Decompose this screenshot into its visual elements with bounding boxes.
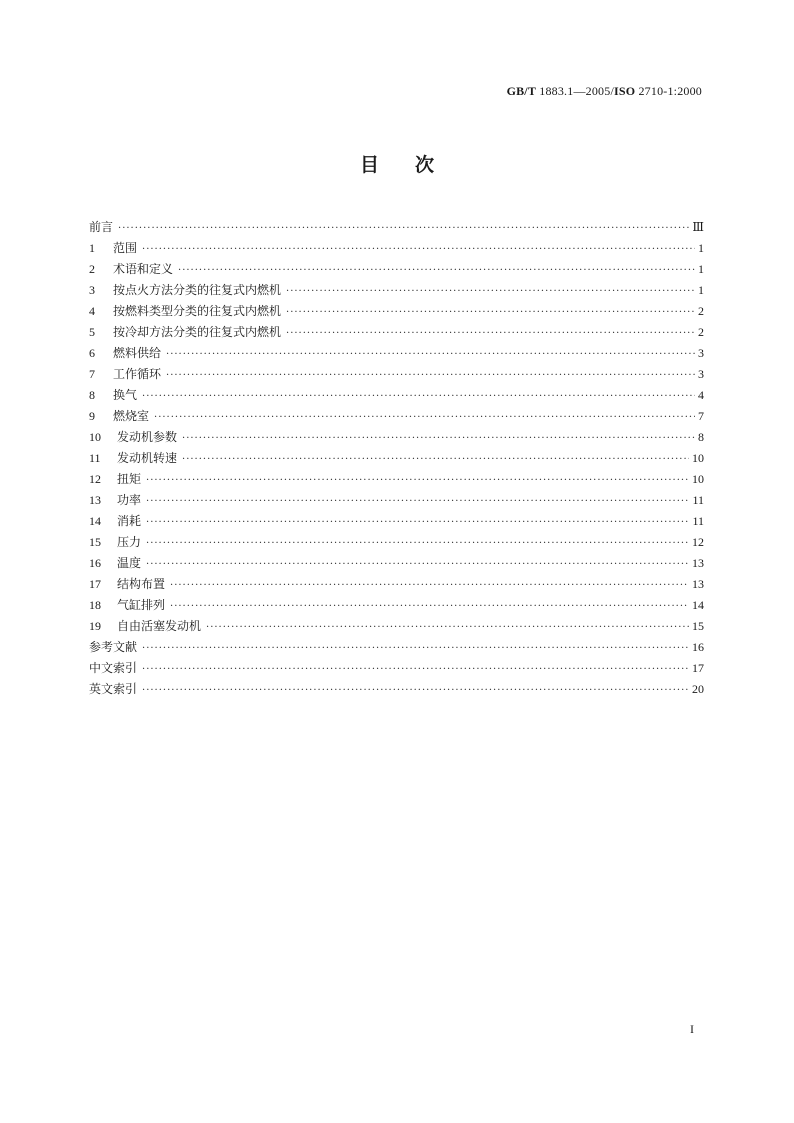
toc-entry-label: 工作循环 — [113, 367, 162, 381]
toc-entry-number: 3 — [89, 283, 95, 297]
toc-leader-dots — [182, 433, 695, 444]
toc-entry-label: 范围 — [113, 241, 138, 255]
toc-leader-dots — [146, 496, 689, 507]
toc-entry-label: 燃料供给 — [113, 346, 162, 360]
toc-leader-dots — [166, 349, 695, 360]
toc-entry[interactable] — [89, 302, 704, 323]
standard-code-iso-number: 2710-1:2000 — [635, 84, 702, 98]
toc-entry-number: 17 — [89, 577, 101, 591]
standard-code — [507, 84, 702, 99]
toc-entry-label: 气缸排列 — [117, 598, 166, 612]
toc-entry-number: 2 — [89, 262, 95, 276]
toc-entry-page: 10 — [692, 451, 704, 465]
toc-entry-label: 结构布置 — [117, 577, 166, 591]
toc-entry-label: 按燃料类型分类的往复式内燃机 — [113, 304, 282, 318]
toc-entry[interactable] — [89, 365, 704, 386]
toc-entry[interactable] — [89, 491, 704, 512]
toc-leader-dots — [286, 328, 695, 339]
page-number: I — [690, 1022, 694, 1036]
toc-entry-page: 2 — [698, 325, 704, 339]
toc-entry-page: 13 — [692, 577, 704, 591]
toc-entry[interactable] — [89, 512, 704, 533]
toc-leader-dots — [206, 622, 689, 633]
toc-leader-dots — [118, 223, 689, 234]
toc-leader-dots — [142, 244, 695, 255]
toc-entry-label: 按点火方法分类的往复式内燃机 — [113, 283, 282, 297]
table-of-contents — [89, 218, 704, 701]
toc-entry[interactable] — [89, 260, 704, 281]
toc-entry-number: 1 — [89, 241, 95, 255]
toc-entry-page: 1 — [698, 241, 704, 255]
toc-entry-label: 扭矩 — [117, 472, 142, 486]
toc-entry[interactable] — [89, 218, 704, 239]
toc-entry-page: 11 — [692, 514, 704, 528]
standard-code-iso: ISO — [613, 84, 636, 98]
toc-entry-number: 11 — [89, 451, 101, 465]
toc-entry-number: 4 — [89, 304, 95, 318]
toc-entry-page: Ⅲ — [692, 220, 704, 234]
toc-entry-number: 9 — [89, 409, 95, 423]
toc-leader-dots — [154, 412, 695, 423]
toc-entry-label: 英文索引 — [89, 682, 138, 696]
toc-entry-label: 自由活塞发动机 — [117, 619, 202, 633]
toc-entry-number: 6 — [89, 346, 95, 360]
toc-leader-dots — [166, 370, 695, 381]
toc-entry-page: 10 — [692, 472, 704, 486]
toc-entry-label: 参考文献 — [89, 640, 138, 654]
toc-leader-dots — [182, 454, 689, 465]
toc-entry-page: 3 — [698, 367, 704, 381]
toc-entry-number: 13 — [89, 493, 101, 507]
toc-entry-page: 20 — [692, 682, 704, 696]
toc-entry[interactable] — [89, 575, 704, 596]
toc-entry-page: 14 — [692, 598, 704, 612]
toc-entry[interactable] — [89, 554, 704, 575]
toc-entry-page: 7 — [698, 409, 704, 423]
toc-entry[interactable] — [89, 596, 704, 617]
toc-entry-label: 按冷却方法分类的往复式内燃机 — [113, 325, 282, 339]
toc-entry-page: 13 — [692, 556, 704, 570]
toc-leader-dots — [142, 643, 689, 654]
toc-leader-dots — [146, 517, 689, 528]
toc-entry-number: 8 — [89, 388, 95, 402]
toc-entry-label: 中文索引 — [89, 661, 138, 675]
toc-entry-page: 11 — [692, 493, 704, 507]
toc-entry-page: 12 — [692, 535, 704, 549]
toc-entry-number: 19 — [89, 619, 101, 633]
toc-entry[interactable] — [89, 386, 704, 407]
toc-entry[interactable] — [89, 470, 704, 491]
toc-leader-dots — [142, 664, 689, 675]
toc-entry[interactable] — [89, 638, 704, 659]
toc-entry-number: 18 — [89, 598, 101, 612]
toc-entry-label: 压力 — [117, 535, 142, 549]
toc-leader-dots — [178, 265, 695, 276]
toc-entry[interactable] — [89, 428, 704, 449]
toc-entry[interactable] — [89, 344, 704, 365]
toc-entry-number: 12 — [89, 472, 101, 486]
toc-entry-page: 8 — [698, 430, 704, 444]
toc-entry-number: 7 — [89, 367, 95, 381]
toc-entry-label: 消耗 — [117, 514, 142, 528]
toc-entry[interactable] — [89, 239, 704, 260]
toc-entry[interactable] — [89, 680, 704, 701]
toc-entry-page: 1 — [698, 262, 704, 276]
toc-entry-label: 燃烧室 — [113, 409, 150, 423]
toc-entry-page: 3 — [698, 346, 704, 360]
toc-entry-number: 16 — [89, 556, 101, 570]
toc-leader-dots — [146, 475, 689, 486]
toc-leader-dots — [286, 286, 695, 297]
toc-entry[interactable] — [89, 533, 704, 554]
toc-entry-label: 发动机转速 — [117, 451, 178, 465]
toc-leader-dots — [170, 580, 689, 591]
toc-leader-dots — [142, 391, 695, 402]
toc-entry-label: 发动机参数 — [117, 430, 178, 444]
toc-leader-dots — [170, 601, 689, 612]
toc-entry-number: 10 — [89, 430, 101, 444]
toc-entry-label: 前言 — [89, 220, 114, 234]
toc-entry-label: 功率 — [117, 493, 142, 507]
toc-entry-page: 4 — [698, 388, 704, 402]
toc-entry-label: 术语和定义 — [113, 262, 174, 276]
toc-entry-label: 温度 — [117, 556, 142, 570]
toc-leader-dots — [142, 685, 689, 696]
toc-entry[interactable] — [89, 659, 704, 680]
toc-entry[interactable] — [89, 323, 704, 344]
toc-entry-page: 17 — [692, 661, 704, 675]
toc-entry[interactable] — [89, 617, 704, 638]
toc-entry-page: 1 — [698, 283, 704, 297]
toc-entry-page: 15 — [692, 619, 704, 633]
toc-entry[interactable] — [89, 449, 704, 470]
standard-code-prefix: GB/T — [506, 84, 537, 98]
toc-entry[interactable] — [89, 407, 704, 428]
toc-entry[interactable] — [89, 281, 704, 302]
standard-code-number: 1883.1—2005/ — [536, 84, 614, 98]
toc-entry-number: 15 — [89, 535, 101, 549]
toc-entry-page: 2 — [698, 304, 704, 318]
toc-leader-dots — [146, 559, 689, 570]
toc-entry-number: 5 — [89, 325, 95, 339]
toc-entry-number: 14 — [89, 514, 101, 528]
toc-leader-dots — [146, 538, 689, 549]
toc-entry-page: 16 — [692, 640, 704, 654]
page-title: 目次 — [359, 154, 470, 176]
toc-leader-dots — [286, 307, 695, 318]
toc-entry-label: 换气 — [113, 388, 138, 402]
